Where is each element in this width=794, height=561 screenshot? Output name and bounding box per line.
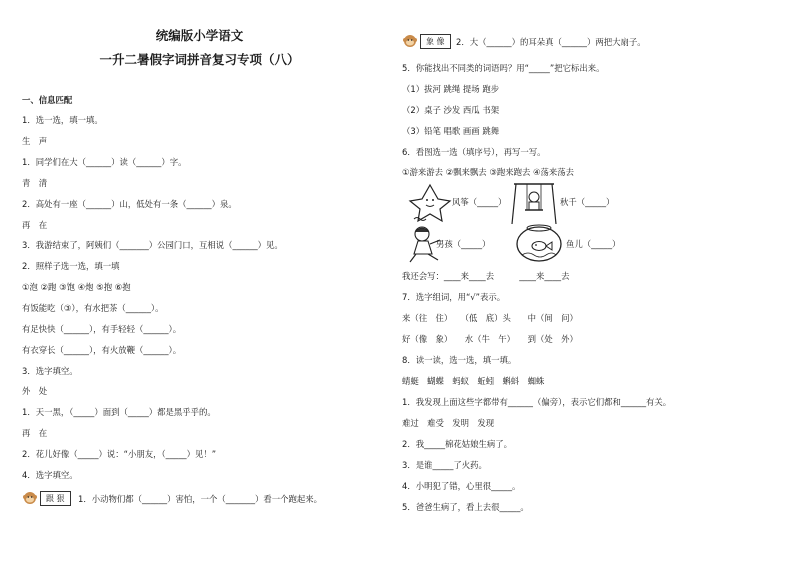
question-line: 2．花儿好像（_____）说：“小朋友，（_____）见！” — [22, 449, 217, 459]
swing-illustration — [510, 180, 558, 226]
badge-chars: 跟 狠 — [40, 491, 71, 506]
picture-label: 男孩（_____） — [436, 239, 491, 249]
question-line: 1．天一黑，（_____）面到（_____）都是黑乎乎的。 — [22, 407, 216, 417]
monkey-icon — [402, 33, 418, 49]
document-title: 统编版小学语文 — [155, 28, 244, 43]
question-line: 3．我游结束了，阿姨们（_______）公园门口，互相说（______）见。 — [22, 240, 283, 250]
word-group: 难过 难受 发明 发现 — [402, 418, 495, 428]
char-pair: 再 在 — [22, 220, 48, 230]
monkey-icon — [22, 490, 38, 506]
question-line: 1．选一选，填一填。 — [22, 115, 103, 125]
char-pair: 生 声 — [22, 136, 48, 146]
picture-label: 秋千（_____） — [560, 197, 615, 207]
choice-row: 来（往 住） （低 底）头 中（间 问） — [402, 313, 578, 323]
section-heading: 一、信息匹配 — [22, 95, 73, 105]
question-line: 7．选字组词，用“√”表示。 — [402, 292, 506, 302]
option-list: ①泡 ②跑 ③饱 ④炮 ⑤抱 ⑥抱 — [22, 282, 131, 292]
document-subtitle: 一升二暑假字词拼音复习专项（八） — [99, 52, 300, 67]
word-group: （3）铅笔 唱歌 画画 跳舞 — [402, 126, 500, 136]
char-pair: 再 在 — [22, 428, 48, 438]
picture-label: 风筝（_____） — [452, 197, 507, 207]
question-line: 有足快快（______），有手轻轻（______）。 — [22, 324, 182, 334]
question-line: 有饭能吃（③），有水把茶（______）。 — [22, 303, 164, 313]
char-badge — [402, 33, 451, 49]
question-line: 4．选字填空。 — [22, 470, 78, 480]
question-line: 6．看图选一选（填序号），再写一写。 — [402, 147, 546, 157]
question-line: 1．我发现上面这些字都带有______（偏旁），表示它们都和______有关。 — [402, 397, 672, 407]
question-line: 1．同学们在大（______）读（______）字。 — [22, 157, 187, 167]
kite-illustration — [408, 183, 452, 223]
question-line: 3．选字填空。 — [22, 366, 78, 376]
fishbowl-illustration — [514, 221, 564, 263]
question-line: 8．读一读，选一选，填一填。 — [402, 355, 517, 365]
question-line: 2．高处有一座（______）山，低处有一条（______）泉。 — [22, 199, 237, 209]
question-line: 3．是谁_____了火药。 — [402, 460, 487, 470]
char-pair: 外 处 — [22, 386, 48, 396]
word-group: （2）桌子 沙发 西瓜 书架 — [402, 105, 500, 115]
question-line: 4．小明犯了错，心里很_____。 — [402, 481, 521, 491]
question-line: 5．爸爸生病了，看上去很_____。 — [402, 502, 529, 512]
picture-label: 鱼儿（_____） — [566, 239, 621, 249]
word-group: 蜻蜓 蝴蝶 蚂蚁 蚯蚓 蝌蚪 蜘蛛 — [402, 376, 545, 386]
question-line: 2．大（______）的耳朵真（______）两把大扇子。 — [456, 37, 646, 47]
choice-row: 好（像 象） 水（牛 午） 到（处 外） — [402, 334, 578, 344]
question-line: 我还会写：____来____去 ____来____去 — [402, 271, 570, 281]
question-line: 2．照样子选一选，填一填 — [22, 261, 120, 271]
question-line: 2．我_____棉花姑娘生病了。 — [402, 439, 513, 449]
badge-chars: 象 像 — [420, 34, 451, 49]
option-list: ①游来游去 ②飘来飘去 ③跑来跑去 ④荡来荡去 — [402, 167, 575, 177]
char-badge — [22, 490, 71, 506]
word-group: （1）拔河 跳绳 提场 跑步 — [402, 84, 500, 94]
question-line: 有衣穿长（______），有火放鞭（______）。 — [22, 345, 182, 355]
question-line: 5．你能找出不同类的词语吗？用“_____”把它标出来。 — [402, 63, 605, 73]
char-pair: 青 清 — [22, 178, 48, 188]
question-line: 1．小动物们都（______）害怕，一个（_______）看一个跑起来。 — [78, 494, 323, 504]
